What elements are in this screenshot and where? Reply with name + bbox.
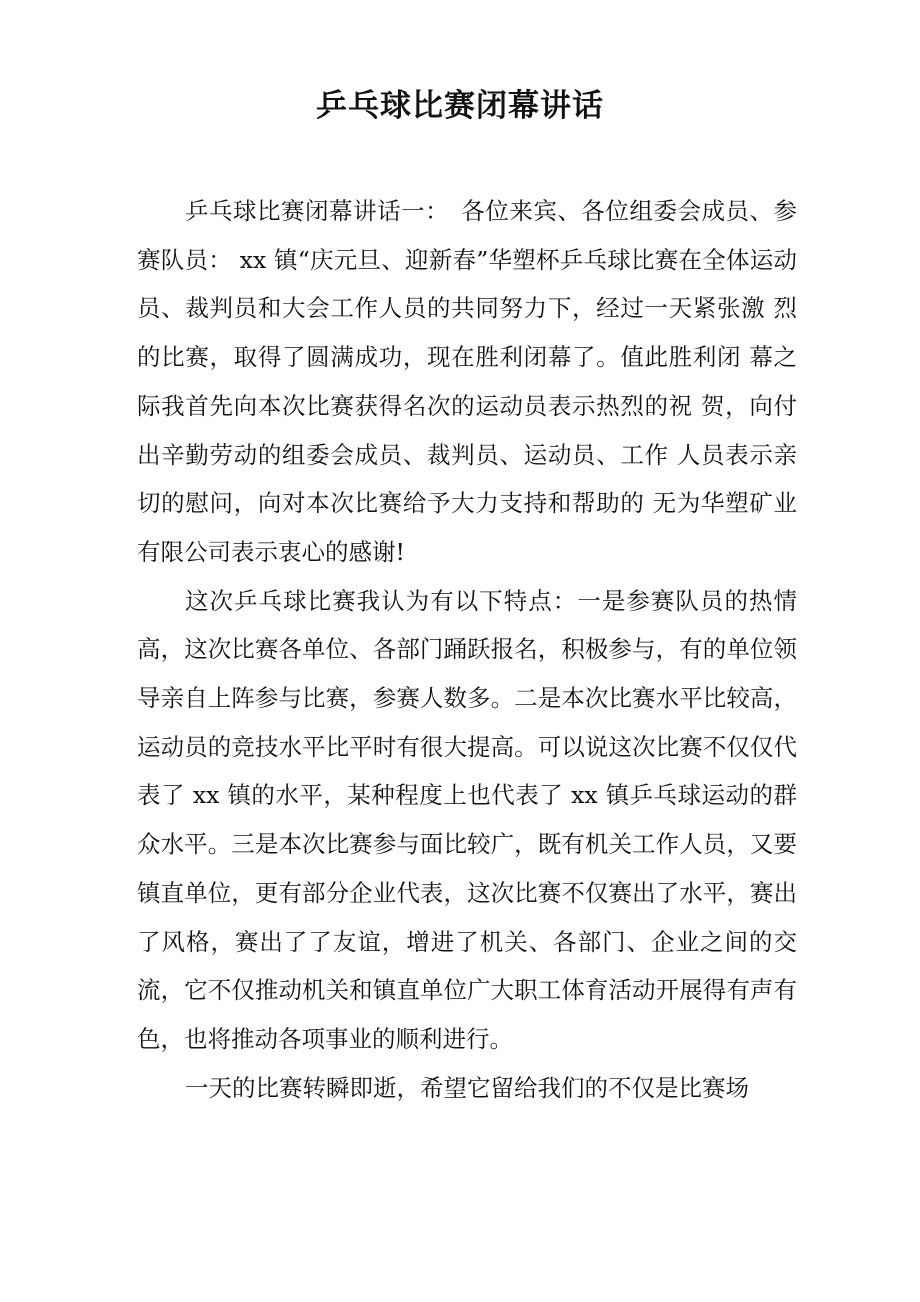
document-title: 乒乓球比赛闭幕讲话 [316, 88, 604, 124]
paragraph-opening: 乒乓球比赛闭幕讲话一： 各位来宾、各位组委会成员、参赛队员： xx 镇“庆元旦、迎新春”华塑杯乒乓球比赛在全体运动 员、裁判员和大会工作人员的共同努力下，经过一天紧张激 烈的比赛，取得了圆满成功，现在胜利闭幕了。值此胜利闭 幕之际我首先向本次比赛获得名次的运动员表示热烈的祝 贺，向付出辛勤劳动的组委会成员、裁判员、运动员、工作 人员表示亲切的慰问，向对本次比赛给予大力支持和帮助的 无为华塑矿业有限公司表示衷心的感谢! [137, 197, 797, 566]
paragraph-features: 这次乒乓球比赛我认为有以下特点：一是参赛队员的热情高，这次比赛各单位、各部门踊跃报名，积极参与，有的单位领导亲自上阵参与比赛，参赛人数多。二是本次比赛水平比较高，运动员的竞技水平比平时有很大提高。可以说这次比赛不仅仅代表了 xx 镇的水平，某种程度上也代表了 xx 镇乒乓球运动的群众水平。三是本次比赛参与面比较广，既有机关工作人员，又要镇直单位，更有部分企业代表，这次比赛不仅赛出了水平，赛出了风格，赛出了了友谊，增进了机关、各部门、企业之间的交流，它不仅推动机关和镇直单位广大职工体育活动开展得有声有色，也将推动各项事业的顺利进行。 [137, 586, 797, 1053]
document-body [137, 187, 797, 1112]
paragraph-closing: 一天的比赛转瞬即逝，希望它留给我们的不仅是比赛场 [185, 1073, 749, 1102]
